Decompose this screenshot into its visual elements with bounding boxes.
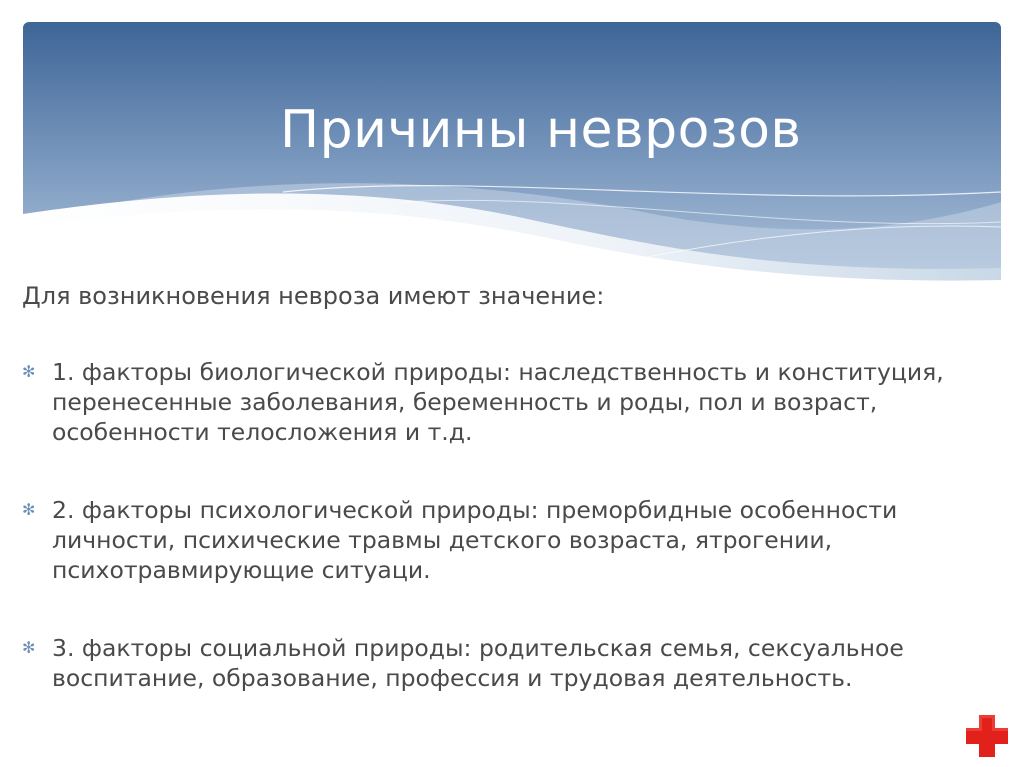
bullet-list xyxy=(22,357,997,741)
title-banner xyxy=(23,22,1001,292)
asterisk-bullet-icon: ✻ xyxy=(22,362,36,381)
red-cross-icon xyxy=(966,715,1008,757)
list-item xyxy=(22,633,997,693)
list-item xyxy=(22,495,997,585)
asterisk-bullet-icon: ✻ xyxy=(22,638,36,657)
list-item-text: 2. факторы психологической природы: преморбидные особенности личности, психические травмы детского возраста, ятрогении, психотравмирующие ситуаци. xyxy=(52,496,898,584)
asterisk-bullet-icon: ✻ xyxy=(22,500,36,519)
list-item xyxy=(22,357,997,447)
list-item-text: 1. факторы биологической природы: наследственность и конституция, перенесенные заболевания, беременность и роды, пол и возраст, особенности телосложения и т.д. xyxy=(52,358,944,446)
page-title: Причины неврозов xyxy=(280,100,802,160)
intro-text: Для возникновения невроза имеют значение: xyxy=(22,282,605,310)
list-item-text: 3. факторы социальной природы: родительская семья, сексуальное воспитание, образование, профессия и трудовая деятельность. xyxy=(52,634,904,692)
